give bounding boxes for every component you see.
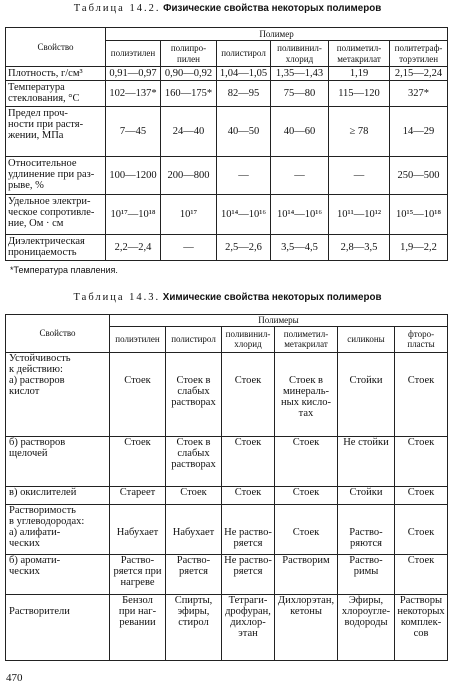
page-number: 470 — [6, 672, 23, 684]
value-cell: Не раство- ряется — [222, 504, 275, 554]
value-cell: Спирты, эфиры, стирол — [166, 594, 222, 660]
table1-footnote: *Температура плавления. — [10, 265, 118, 275]
value-cell: ≥ 78 — [329, 107, 390, 157]
table2-column-header: силиконы — [338, 326, 395, 352]
table2-row — [6, 554, 448, 594]
value-cell: Растворы некоторых комплек- сов — [395, 594, 448, 660]
table2-caption-lead: Таблица 14.3. — [73, 292, 161, 303]
value-cell: Стоек — [395, 486, 448, 504]
value-cell: 10¹⁴—10¹⁶ — [271, 195, 329, 235]
property-cell: Относительное удлинение при раз- рыве, % — [6, 157, 106, 195]
value-cell: Раство- ряется при нагреве — [110, 554, 166, 594]
value-cell: 200—800 — [161, 157, 217, 195]
value-cell: Стоек — [166, 486, 222, 504]
table2-column-header: полиметил- метакрилат — [275, 326, 338, 352]
value-cell: Стоек в минераль- ных кисло- тах — [275, 352, 338, 436]
table2-column-header: поливинил- хлорид — [222, 326, 275, 352]
property-cell: Устойчивость к действию: а) растворов кислот — [6, 352, 110, 436]
value-cell: 10¹⁷—10¹⁸ — [106, 195, 161, 235]
value-cell: 250—500 — [390, 157, 448, 195]
value-cell: Стоек — [275, 436, 338, 486]
property-cell: Растворители — [6, 594, 110, 660]
table1-caption-lead: Таблица 14.2. — [73, 3, 161, 14]
value-cell: — — [161, 235, 217, 261]
value-cell: Стоек — [395, 352, 448, 436]
table1-row — [6, 107, 448, 157]
table2-column-header: полиэтилен — [110, 326, 166, 352]
value-cell: 3,5—4,5 — [271, 235, 329, 261]
value-cell: 2,8—3,5 — [329, 235, 390, 261]
value-cell: Стоек — [222, 436, 275, 486]
value-cell: 1,04—1,05 — [217, 67, 271, 81]
table2-column-header: фторо- пласты — [395, 326, 448, 352]
table2-row — [6, 486, 448, 504]
chemical-properties-table — [5, 314, 448, 661]
table1-row — [6, 157, 448, 195]
property-cell: Удельное электри- ческое сопротивле- ние, Ом · см — [6, 195, 106, 235]
value-cell: 14—29 — [390, 107, 448, 157]
value-cell: 7—45 — [106, 107, 161, 157]
value-cell: Набухает — [166, 504, 222, 554]
table1-row — [6, 81, 448, 107]
value-cell: Стоек — [275, 486, 338, 504]
value-cell: 160—175* — [161, 81, 217, 107]
value-cell: Стоек в слабых растворах — [166, 436, 222, 486]
value-cell: — — [271, 157, 329, 195]
value-cell: 10¹⁷ — [161, 195, 217, 235]
table1-column-header: полипро- пилен — [161, 41, 217, 67]
value-cell: Стоек — [395, 504, 448, 554]
value-cell: 0,90—0,92 — [161, 67, 217, 81]
property-cell: в) окислителей — [6, 486, 110, 504]
table1-row — [6, 195, 448, 235]
value-cell: Стойки — [338, 352, 395, 436]
value-cell: 40—50 — [217, 107, 271, 157]
table1-row — [6, 67, 448, 81]
value-cell: Не раство- ряется — [222, 554, 275, 594]
property-cell: Растворимость в углеводородах: а) алифати- ческих — [6, 504, 110, 554]
value-cell: Стойки — [338, 486, 395, 504]
value-cell: 1,19 — [329, 67, 390, 81]
value-cell: 10¹¹—10¹² — [329, 195, 390, 235]
value-cell: 2,15—2,24 — [390, 67, 448, 81]
table2-caption — [0, 292, 455, 304]
property-cell: б) растворов щелочей — [6, 436, 110, 486]
value-cell: Бензол при наг- ревании — [110, 594, 166, 660]
value-cell: Раство- ряется — [166, 554, 222, 594]
property-cell: Температура стеклования, °С — [6, 81, 106, 107]
value-cell: Не стойки — [338, 436, 395, 486]
table2-header-group: Полимеры — [110, 315, 448, 327]
physical-properties-table — [5, 27, 448, 261]
value-cell: Дихлорэтан, кетоны — [275, 594, 338, 660]
table1-column-header: полиэтилен — [106, 41, 161, 67]
value-cell: 75—80 — [271, 81, 329, 107]
property-cell: Предел проч- ности при растя- жении, МПа — [6, 107, 106, 157]
value-cell: Стоек — [395, 436, 448, 486]
value-cell: Тетраги- дрофуран, дихлор- этан — [222, 594, 275, 660]
table2-row — [6, 436, 448, 486]
value-cell: 1,9—2,2 — [390, 235, 448, 261]
table2-header-property: Свойство — [6, 315, 110, 353]
table2-caption-title: Химические свойства некоторых полимеров — [162, 292, 382, 303]
table1-column-header: полиметил- метакрилат — [329, 41, 390, 67]
table2-row — [6, 504, 448, 554]
value-cell: Стоек — [110, 352, 166, 436]
value-cell: Раство- римы — [338, 554, 395, 594]
value-cell: Набухает — [110, 504, 166, 554]
value-cell: — — [217, 157, 271, 195]
table1-column-header: полистирол — [217, 41, 271, 67]
value-cell: Стареет — [110, 486, 166, 504]
value-cell: Эфиры, хлороугле- водороды — [338, 594, 395, 660]
property-cell: б) аромати- ческих — [6, 554, 110, 594]
value-cell: 327* — [390, 81, 448, 107]
value-cell: Стоек — [110, 436, 166, 486]
value-cell: 10¹⁵—10¹⁸ — [390, 195, 448, 235]
value-cell: Стоек — [395, 554, 448, 594]
value-cell: 10¹⁴—10¹⁶ — [217, 195, 271, 235]
table2-column-header: полистирол — [166, 326, 222, 352]
value-cell: Стоек — [222, 486, 275, 504]
value-cell: Стоек — [275, 504, 338, 554]
value-cell: 40—60 — [271, 107, 329, 157]
table1-caption-title: Физические свойства некоторых полимеров — [163, 3, 382, 14]
value-cell: 24—40 — [161, 107, 217, 157]
table2-row — [6, 352, 448, 436]
value-cell: 100—1200 — [106, 157, 161, 195]
value-cell: 1,35—1,43 — [271, 67, 329, 81]
table1-row — [6, 235, 448, 261]
value-cell: Стоек — [222, 352, 275, 436]
value-cell: 115—120 — [329, 81, 390, 107]
property-cell: Плотность, г/см³ — [6, 67, 106, 81]
value-cell: 102—137* — [106, 81, 161, 107]
table1-caption — [0, 3, 455, 15]
table1-column-header: политетрaф- торэтилен — [390, 41, 448, 67]
value-cell: Раство- ряются — [338, 504, 395, 554]
value-cell: 82—95 — [217, 81, 271, 107]
property-cell: Диэлектрическая проницаемость — [6, 235, 106, 261]
value-cell: Растворим — [275, 554, 338, 594]
value-cell: 2,5—2,6 — [217, 235, 271, 261]
table2-row — [6, 594, 448, 660]
value-cell: 0,91—0,97 — [106, 67, 161, 81]
table1-column-header: поливинил- хлорид — [271, 41, 329, 67]
value-cell: Стоек в слабых растворах — [166, 352, 222, 436]
table1-header-property: Свойство — [6, 28, 106, 67]
value-cell: 2,2—2,4 — [106, 235, 161, 261]
table1-header-group: Полимер — [106, 28, 448, 41]
value-cell: — — [329, 157, 390, 195]
